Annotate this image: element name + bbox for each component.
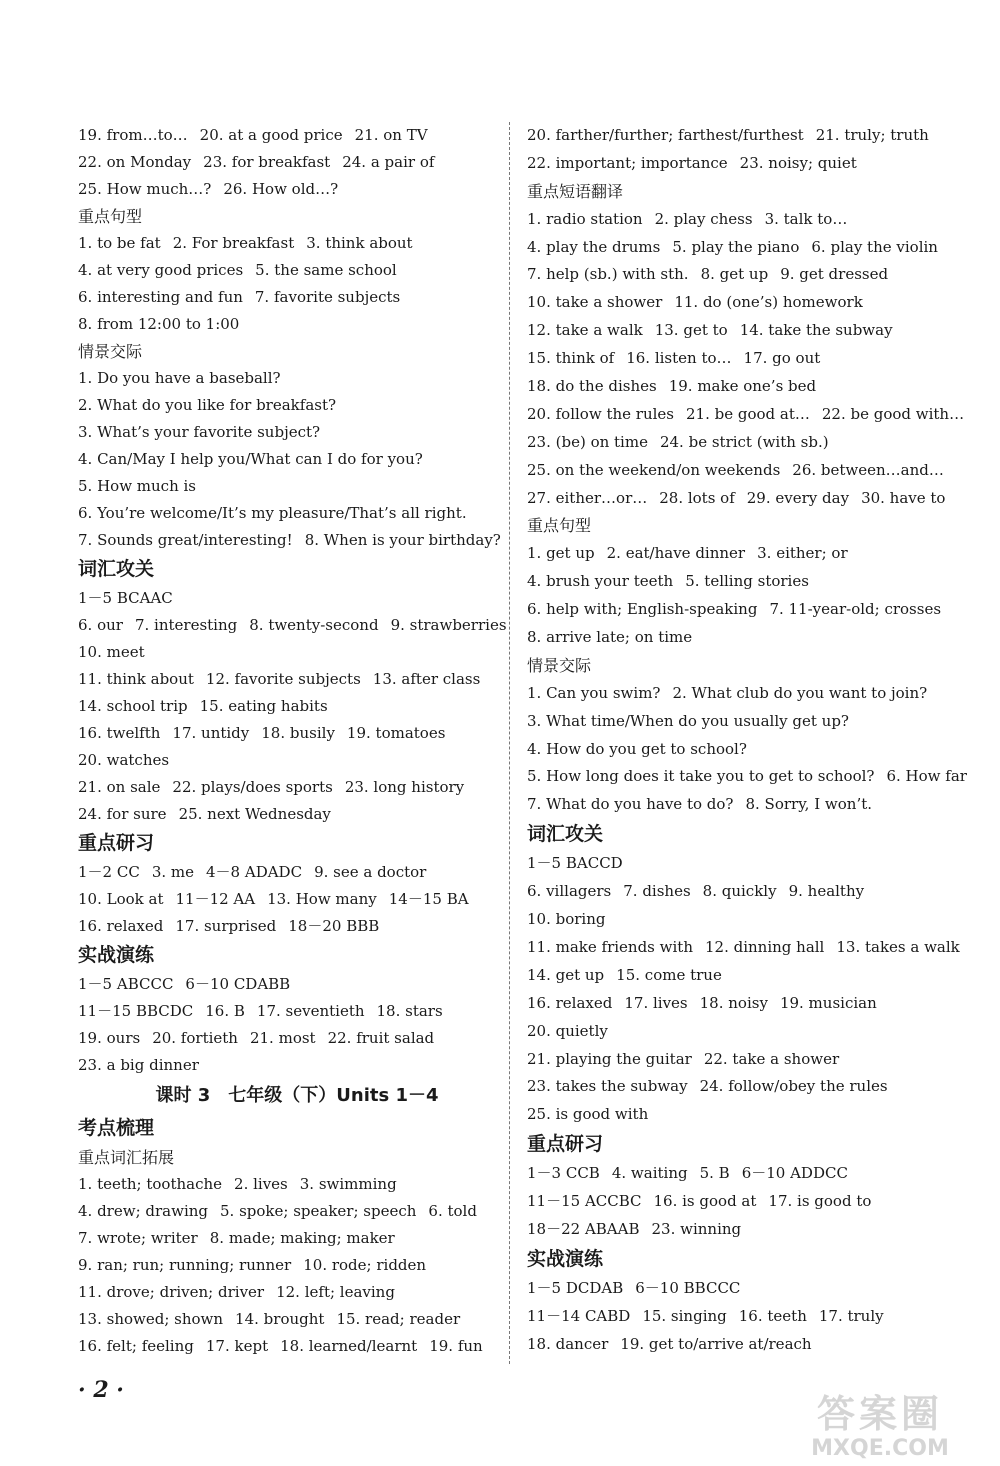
answer-line	[78, 612, 507, 639]
answer-item: 5. How much is	[78, 477, 197, 495]
answer-item: 6. play the violin	[811, 237, 938, 256]
answer-item: 14. brought	[235, 1310, 325, 1328]
answer-line	[527, 990, 952, 1018]
answer-item: 10. take a shower	[527, 293, 663, 312]
answer-item: 8. Sorry, I won’t.	[745, 795, 873, 814]
answer-item: 18. dancer	[527, 1334, 609, 1353]
column-divider	[509, 122, 510, 1364]
answer-item: 9. see a doctor	[314, 863, 427, 881]
answer-item: 17. kept	[205, 1337, 269, 1355]
answer-line	[78, 176, 496, 203]
answer-item: 4. waiting	[611, 1164, 688, 1183]
answer-item: 11－12 AA	[175, 890, 256, 908]
answer-line	[527, 261, 952, 289]
watermark-text: 答案圈	[816, 1392, 943, 1436]
answer-item: 4－8 ADADC	[206, 863, 303, 881]
answer-item: 7. interesting	[134, 616, 238, 634]
answer-line	[527, 1275, 952, 1303]
answer-item: 22. plays/does sports	[172, 778, 333, 796]
answer-line	[527, 373, 952, 401]
answer-item: 1. get up	[527, 544, 595, 563]
answer-item: 21. most	[249, 1029, 316, 1047]
answer-item: 21. playing the guitar	[527, 1049, 692, 1068]
answer-item: 7. Sounds great/interesting!	[78, 531, 293, 549]
answer-item: 12. dinning hall	[704, 937, 825, 956]
watermark-url: MXQE.COM	[811, 1436, 949, 1461]
answer-item: 6. You’re welcome/It’s my pleasure/That’s all right.	[78, 504, 467, 522]
answer-line	[527, 485, 952, 513]
answer-item: 1－2 CC	[78, 863, 140, 881]
answer-item: 20. quietly	[527, 1021, 608, 1040]
answer-line	[527, 429, 952, 457]
section-heading: 实战演练	[527, 1247, 604, 1270]
answer-item: 8. made; making; maker	[209, 1229, 395, 1247]
answer-item: 23. winning	[651, 1219, 742, 1238]
answer-line	[78, 365, 496, 392]
answer-item: 20. watches	[78, 751, 170, 769]
subsection-heading: 情景交际	[527, 655, 592, 675]
answer-item: 15. eating habits	[199, 697, 328, 715]
answer-item: 8. When is your birthday?	[304, 531, 501, 549]
answer-item: 6. told	[428, 1202, 477, 1220]
answer-line	[527, 791, 952, 819]
answer-item: 4. brush your teeth	[527, 572, 674, 591]
answer-item: 10. meet	[78, 643, 145, 661]
answer-item: 8. twenty-second	[249, 616, 379, 634]
answer-line	[527, 568, 952, 596]
answer-item: 1－5 BCAAC	[78, 589, 173, 607]
answer-line	[527, 906, 952, 934]
answer-item: 27. either…or…	[527, 488, 648, 507]
answer-item: 4. drew; drawing	[78, 1202, 209, 1220]
answer-item: 24. follow/obey the rules	[699, 1077, 888, 1096]
answer-item: 17. lives	[624, 993, 688, 1012]
answer-line	[78, 446, 496, 473]
answer-item: 23. (be) on time	[527, 432, 648, 451]
answer-item: 6. help with; English-speaking	[527, 600, 758, 619]
answer-item: 6. our	[78, 616, 123, 634]
answer-line	[527, 401, 965, 429]
answer-item: 19. ours	[78, 1029, 141, 1047]
answer-item: 3. What’s your favorite subject?	[78, 423, 321, 441]
answer-line	[527, 1101, 952, 1129]
answer-item: 5. How long does it take you to get to school?	[527, 767, 875, 786]
answer-item: 17. untidy	[172, 724, 250, 742]
answer-item: 2. play chess	[654, 209, 753, 228]
answer-item: 11. think about	[78, 670, 194, 688]
answer-item: 12. take a walk	[527, 321, 643, 340]
answer-line	[527, 1018, 952, 1046]
answer-line	[527, 150, 952, 178]
lesson-title: 课时 3 七年级（下）Units 1－4	[155, 1085, 439, 1106]
section-heading: 词汇攻关	[527, 823, 604, 846]
answer-item: 3. What time/When do you usually get up?	[527, 711, 849, 730]
answer-item: 19. from…to…	[78, 126, 188, 144]
answer-item: 1－3 CCB	[527, 1164, 600, 1183]
answer-item: 16. listen to…	[626, 349, 732, 368]
answer-item: 13. get to	[654, 321, 728, 340]
answer-item: 21. be good at…	[685, 404, 810, 423]
answer-item: 18. noisy	[699, 993, 768, 1012]
watermark-logo	[770, 1392, 990, 1466]
answer-item: 16. twelfth	[78, 724, 161, 742]
answer-item: 8. get up	[700, 265, 769, 284]
answer-item: 12. favorite subjects	[205, 670, 361, 688]
answer-item: 30. have to	[861, 488, 946, 507]
answer-item: 7. help (sb.) with sth.	[527, 265, 689, 284]
answer-item: 18. learned/learnt	[280, 1337, 418, 1355]
answer-item: 9. ran; run; running; runner	[78, 1256, 292, 1274]
answer-item: 2. What do you like for breakfast?	[78, 396, 337, 414]
answer-item: 1. Can you swim?	[527, 683, 661, 702]
answer-item: 4. play the drums	[527, 237, 661, 256]
answer-item: 7. wrote; writer	[78, 1229, 198, 1247]
answer-item: 12. left; leaving	[276, 1283, 395, 1301]
answer-item: 6－10 ADDCC	[741, 1164, 848, 1183]
answer-item: 19. fun	[429, 1337, 483, 1355]
answer-item: 10. boring	[527, 910, 606, 929]
answer-item: 11. make friends with	[527, 937, 693, 956]
answer-item: 17. seventieth	[256, 1002, 365, 1020]
answer-item: 7. 11-year-old; crosses	[769, 600, 942, 619]
answer-line	[527, 317, 952, 345]
answer-item: 24. a pair of	[342, 153, 435, 171]
answer-item: 2. lives	[234, 1175, 288, 1193]
section-heading: 考点梳理	[78, 1117, 155, 1139]
answer-item: 22. take a shower	[703, 1049, 840, 1068]
answer-item: 14. get up	[527, 965, 605, 984]
answer-line	[527, 1073, 952, 1101]
section-heading: 实战演练	[78, 944, 155, 966]
answer-item: 1－5 DCDAB	[527, 1278, 624, 1297]
answer-line	[527, 934, 960, 962]
answer-item: 13. after class	[372, 670, 481, 688]
answer-item: 9. healthy	[788, 882, 865, 901]
answer-item: 22. fruit salad	[327, 1029, 435, 1047]
answer-item: 23. noisy; quiet	[739, 153, 857, 172]
answer-item: 7. favorite subjects	[254, 288, 401, 306]
answer-line	[527, 234, 952, 262]
answer-line	[78, 284, 496, 311]
answer-item: 17. is good to	[768, 1192, 872, 1211]
answer-item: 5. B	[699, 1164, 730, 1183]
answer-line	[527, 763, 967, 791]
answer-item: 22. be good with…	[821, 404, 965, 423]
answer-line	[527, 1216, 952, 1244]
right-column	[527, 122, 967, 1359]
answer-line	[78, 639, 496, 666]
answer-item: 26. between…and…	[792, 460, 944, 479]
answer-item: 25. next Wednesday	[178, 805, 331, 823]
answer-item: 19. get to/arrive at/reach	[620, 1334, 812, 1353]
answer-line	[78, 747, 496, 774]
answer-item: 1－5 BACCD	[527, 854, 623, 873]
answer-item: 15. singing	[642, 1306, 727, 1325]
answer-line	[527, 680, 952, 708]
answer-item: 19. musician	[779, 993, 877, 1012]
answer-line	[527, 850, 952, 878]
answer-item: 11. do (one’s) homework	[674, 293, 863, 312]
answer-item: 22. on Monday	[78, 153, 192, 171]
answer-line	[78, 859, 496, 886]
answer-line	[527, 289, 952, 317]
answer-item: 6－10 CDABB	[185, 975, 291, 993]
answer-item: 11－15 ACCBC	[527, 1192, 642, 1211]
answer-item: 4. at very good prices	[78, 261, 244, 279]
answer-item: 13. showed; shown	[78, 1310, 224, 1328]
answer-line	[78, 419, 496, 446]
answer-item: 8. arrive late; on time	[527, 628, 693, 647]
answer-line	[527, 1160, 952, 1188]
answer-line	[527, 596, 952, 624]
answer-item: 16. felt; feeling	[78, 1337, 194, 1355]
answer-item: 3. talk to…	[764, 209, 848, 228]
answer-item: 13. How many	[267, 890, 377, 908]
answer-line	[78, 971, 496, 998]
answer-item: 25. How much…?	[78, 180, 212, 198]
answer-line	[78, 1333, 496, 1360]
answer-item: 1. teeth; toothache	[78, 1175, 223, 1193]
answer-item: 5. the same school	[255, 261, 397, 279]
subsection-heading: 重点句型	[527, 516, 592, 536]
answer-line	[78, 1225, 496, 1252]
answer-line	[527, 878, 952, 906]
answer-item: 23. long history	[344, 778, 465, 796]
answer-item: 14. take the subway	[739, 321, 893, 340]
answer-item: 1. to be fat	[78, 234, 161, 252]
answer-item: 18. do the dishes	[527, 377, 657, 396]
answer-line	[527, 736, 952, 764]
answer-item: 9. strawberries	[390, 616, 507, 634]
answer-line	[78, 886, 496, 913]
answer-item: 21. on TV	[354, 126, 428, 144]
answer-item: 2. For breakfast	[172, 234, 295, 252]
answer-item: 10. Look at	[78, 890, 164, 908]
answer-item: 25. on the weekend/on weekends	[527, 460, 781, 479]
subsection-heading: 重点句型	[78, 207, 143, 226]
answer-item: 4. Can/May I help you/What can I do for you?	[78, 450, 423, 468]
answer-item: 21. truly; truth	[815, 126, 929, 144]
answer-line	[78, 693, 496, 720]
answer-item: 19. make one’s bed	[668, 377, 817, 396]
answer-item: 14. school trip	[78, 697, 188, 715]
answer-item: 1. radio station	[527, 209, 643, 228]
section-heading: 重点研习	[527, 1133, 604, 1156]
answer-item: 15. read; reader	[336, 1310, 461, 1328]
answer-item: 6. interesting and fun	[78, 288, 243, 306]
answer-item: 18. stars	[376, 1002, 443, 1020]
answer-item: 6－10 BBCCC	[635, 1278, 741, 1297]
answer-item: 20. at a good price	[199, 126, 343, 144]
answer-item: 23. a big dinner	[78, 1056, 199, 1074]
answer-item: 2. What club do you want to join?	[672, 683, 928, 702]
answer-item: 9. get dressed	[780, 265, 889, 284]
answer-item: 3. swimming	[299, 1175, 397, 1193]
answer-item: 20. farther/further; farthest/furthest	[527, 126, 804, 144]
answer-item: 29. every day	[746, 488, 850, 507]
answer-item: 4. How do you get to school?	[527, 739, 747, 758]
answer-item: 16. relaxed	[78, 917, 164, 935]
answer-line	[527, 624, 952, 652]
answer-item: 17. surprised	[175, 917, 277, 935]
answer-item: 1. Do you have a baseball?	[78, 369, 281, 387]
answer-line	[78, 257, 496, 284]
answer-item: 11. drove; driven; driver	[78, 1283, 265, 1301]
answer-item: 16. relaxed	[527, 993, 613, 1012]
answer-line	[527, 206, 952, 234]
answer-item: 5. play the piano	[672, 237, 800, 256]
answer-item: 22. important; importance	[527, 153, 728, 172]
answer-line	[78, 1171, 496, 1198]
answer-line	[78, 1025, 496, 1052]
answer-line	[78, 1198, 496, 1225]
answer-line	[78, 230, 496, 257]
answer-line	[527, 1331, 952, 1359]
answer-item: 15. think of	[527, 349, 615, 368]
answer-line	[78, 527, 501, 554]
subsection-heading: 情景交际	[78, 342, 143, 361]
answer-item: 10. rode; ridden	[303, 1256, 427, 1274]
answer-item: 15. come true	[616, 965, 722, 984]
answer-line	[78, 392, 496, 419]
answer-item: 16. teeth	[738, 1306, 807, 1325]
answer-item: 26. How old…?	[223, 180, 339, 198]
left-column	[78, 122, 507, 1360]
answer-item: 5. telling stories	[685, 572, 809, 591]
answer-line	[527, 457, 952, 485]
answer-line	[527, 1046, 952, 1074]
answer-item: 2. eat/have dinner	[606, 544, 746, 563]
answer-item: 25. is good with	[527, 1105, 649, 1124]
page-number: · 2 ·	[78, 1377, 124, 1403]
answer-line	[527, 962, 952, 990]
answer-line	[78, 1052, 496, 1079]
answer-line	[78, 1252, 496, 1279]
subsection-heading: 重点词汇拓展	[78, 1148, 175, 1167]
answer-line	[78, 500, 496, 527]
answer-item: 3. me	[151, 863, 194, 881]
answer-line	[78, 1306, 496, 1333]
answer-item: 6. How far	[886, 767, 967, 786]
answer-line	[527, 122, 952, 150]
answer-item: 11－15 BBCDC	[78, 1002, 194, 1020]
answer-item: 20. follow the rules	[527, 404, 674, 423]
answer-item: 1－5 ABCCC	[78, 975, 174, 993]
answer-item: 11－14 CABD	[527, 1306, 631, 1325]
answer-line	[527, 1188, 952, 1216]
answer-item: 13. takes a walk	[836, 937, 960, 956]
answer-line	[527, 708, 952, 736]
answer-line	[78, 122, 496, 149]
answer-line	[78, 311, 496, 338]
subsection-heading: 重点短语翻译	[527, 181, 624, 201]
answer-item: 28. lots of	[659, 488, 735, 507]
answer-item: 18－20 BBB	[288, 917, 380, 935]
answer-item: 3. either; or	[757, 544, 848, 563]
answer-item: 3. think about	[306, 234, 413, 252]
answer-item: 8. quickly	[702, 882, 777, 901]
answer-line	[527, 1303, 952, 1331]
answer-item: 16. is good at	[653, 1192, 757, 1211]
answer-line	[527, 345, 952, 373]
answer-item: 5. spoke; speaker; speech	[220, 1202, 417, 1220]
answer-item: 23. takes the subway	[527, 1077, 688, 1096]
answer-item: 21. on sale	[78, 778, 161, 796]
answer-line	[78, 801, 496, 828]
answer-line	[78, 149, 496, 176]
answer-item: 24. be strict (with sb.)	[659, 432, 829, 451]
section-heading: 词汇攻关	[78, 558, 155, 580]
answer-line	[78, 774, 496, 801]
answer-item: 18. busily	[261, 724, 335, 742]
answer-item: 23. for breakfast	[203, 153, 331, 171]
answer-line	[78, 666, 496, 693]
answer-item: 24. for sure	[78, 805, 167, 823]
answer-item: 18－22 ABAAB	[527, 1219, 640, 1238]
answer-item: 17. go out	[743, 349, 821, 368]
answer-line	[78, 473, 496, 500]
answer-item: 20. fortieth	[152, 1029, 238, 1047]
section-heading: 重点研习	[78, 832, 155, 854]
answer-item: 16. B	[205, 1002, 245, 1020]
answer-line	[527, 540, 952, 568]
answer-item: 6. villagers	[527, 882, 612, 901]
answer-item: 8. from 12:00 to 1:00	[78, 315, 240, 333]
answer-item: 7. What do you have to do?	[527, 795, 734, 814]
answer-line	[78, 998, 496, 1025]
answer-line	[78, 720, 496, 747]
answer-item: 17. truly	[818, 1306, 884, 1325]
answer-line	[78, 585, 496, 612]
answer-item: 14－15 BA	[388, 890, 469, 908]
answer-item: 19. tomatoes	[346, 724, 446, 742]
answer-line	[78, 1279, 496, 1306]
answer-item: 7. dishes	[623, 882, 691, 901]
answer-line	[78, 913, 496, 940]
